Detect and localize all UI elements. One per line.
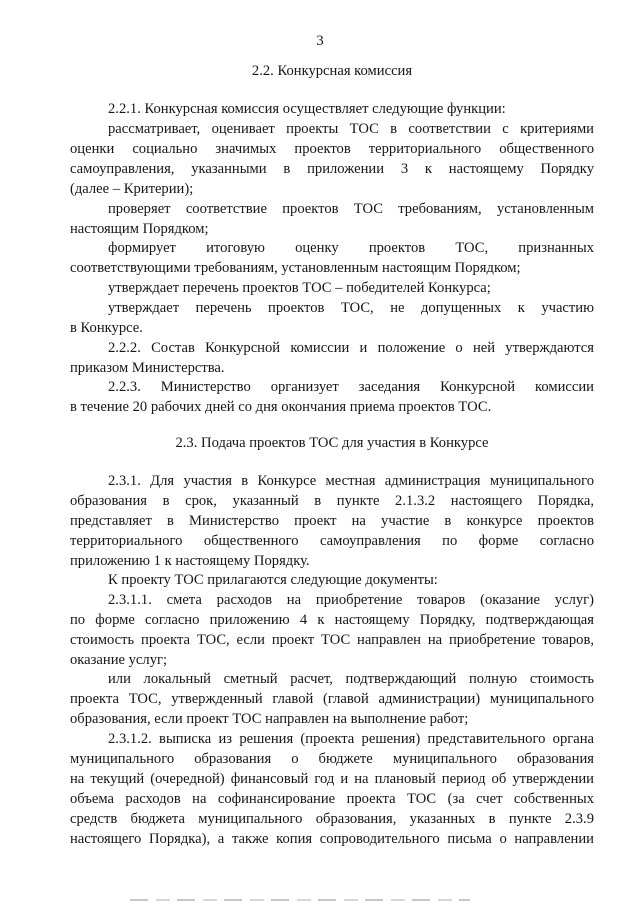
paragraph-line: приказом Министерства. bbox=[70, 360, 225, 376]
paragraph-line: настоящим Порядком; bbox=[70, 221, 209, 237]
paragraph-line: самоуправления, указанными в приложении 3 к настоящему Порядку bbox=[70, 161, 594, 177]
paragraph-line: проекта ТОС, утвержденный главой (главой администрации) муниципального bbox=[70, 691, 594, 707]
paragraph-line: образования в срок, указанный в пункте 2.1.3.2 настоящего Порядка, bbox=[70, 493, 594, 509]
paragraph-line: настоящего Порядка), а также копия сопроводительного письма о направлении bbox=[70, 831, 594, 847]
paragraph-line: 2.2.3. Министерство организует заседания Конкурсной комиссии bbox=[108, 379, 594, 395]
paragraph-line: К проекту ТОС прилагаются следующие документы: bbox=[108, 572, 438, 588]
paragraph-line: 2.2.2. Состав Конкурсной комиссии и положение о ней утверждаются bbox=[108, 340, 594, 356]
paragraph-line: средств бюджета муниципального образования, указанных в пункте 2.3.9 bbox=[70, 811, 594, 827]
paragraph-line: муниципального образования о бюджете муниципального образования bbox=[70, 751, 594, 767]
paragraph-line: утверждает перечень проектов ТОС – победителей Конкурса; bbox=[108, 280, 491, 296]
paragraph-line: объема расходов на софинансирование проекта ТОС (за счет собственных bbox=[70, 791, 594, 807]
paragraph-line: в течение 20 рабочих дней со дня окончания приема проектов ТОС. bbox=[70, 399, 492, 415]
paragraph-line: на текущий (очередной) финансовый год и на плановый период об утверждении bbox=[70, 771, 594, 787]
paragraph-line: соответствующими требованиям, установленным настоящим Порядком; bbox=[70, 260, 521, 276]
paragraph-line: 2.2.1. Конкурсная комиссия осуществляет следующие функции: bbox=[108, 101, 506, 117]
paragraph-line: 2.3.1.1. смета расходов на приобретение товаров (оказание услуг) bbox=[108, 592, 594, 608]
section-heading: 2.3. Подача проектов ТОС для участия в Конкурсе bbox=[175, 435, 489, 451]
paragraph-line: 2.3.1.2. выписка из решения (проекта решения) представительного органа bbox=[108, 731, 594, 747]
paragraph-line: рассматривает, оценивает проекты ТОС в соответствии с критериями bbox=[108, 121, 594, 137]
paragraph-line: приложению 1 к настоящему Порядку. bbox=[70, 553, 310, 569]
paragraph-line: оценки социально значимых проектов территориального общественного bbox=[70, 141, 594, 157]
paragraph-line: представляет в Министерство проект на участие в конкурсе проектов bbox=[70, 513, 594, 529]
paragraph-line: территориального общественного самоуправления по форме согласно bbox=[70, 533, 594, 549]
paragraph-line: утверждает перечень проектов ТОС, не допущенных к участию bbox=[108, 300, 594, 316]
page-number: 3 bbox=[316, 33, 324, 49]
paragraph-line: (далее – Критерии); bbox=[70, 181, 194, 197]
paragraph-line: по форме согласно приложению 4 к настоящему Порядку, подтверждающая bbox=[70, 612, 594, 628]
paragraph-line: в Конкурсе. bbox=[70, 320, 143, 336]
paragraph-line: проверяет соответствие проектов ТОС требованиям, установленным bbox=[108, 201, 594, 217]
paragraph-line: или локальный сметный расчет, подтверждающий полную стоимость bbox=[108, 671, 594, 687]
scan-edge-artifact bbox=[130, 899, 470, 901]
paragraph-line: стоимость проекта ТОС, если проект ТОС направлен на приобретение товаров, bbox=[70, 632, 594, 648]
paragraph-line: оказание услуг; bbox=[70, 652, 168, 668]
paragraph-line: 2.3.1. Для участия в Конкурсе местная администрация муниципального bbox=[108, 473, 594, 489]
paragraph-line: формирует итоговую оценку проектов ТОС, признанных bbox=[108, 240, 594, 256]
paragraph-line: образования, если проект ТОС направлен на выполнение работ; bbox=[70, 711, 469, 727]
section-heading: 2.2. Конкурсная комиссия bbox=[251, 63, 413, 79]
